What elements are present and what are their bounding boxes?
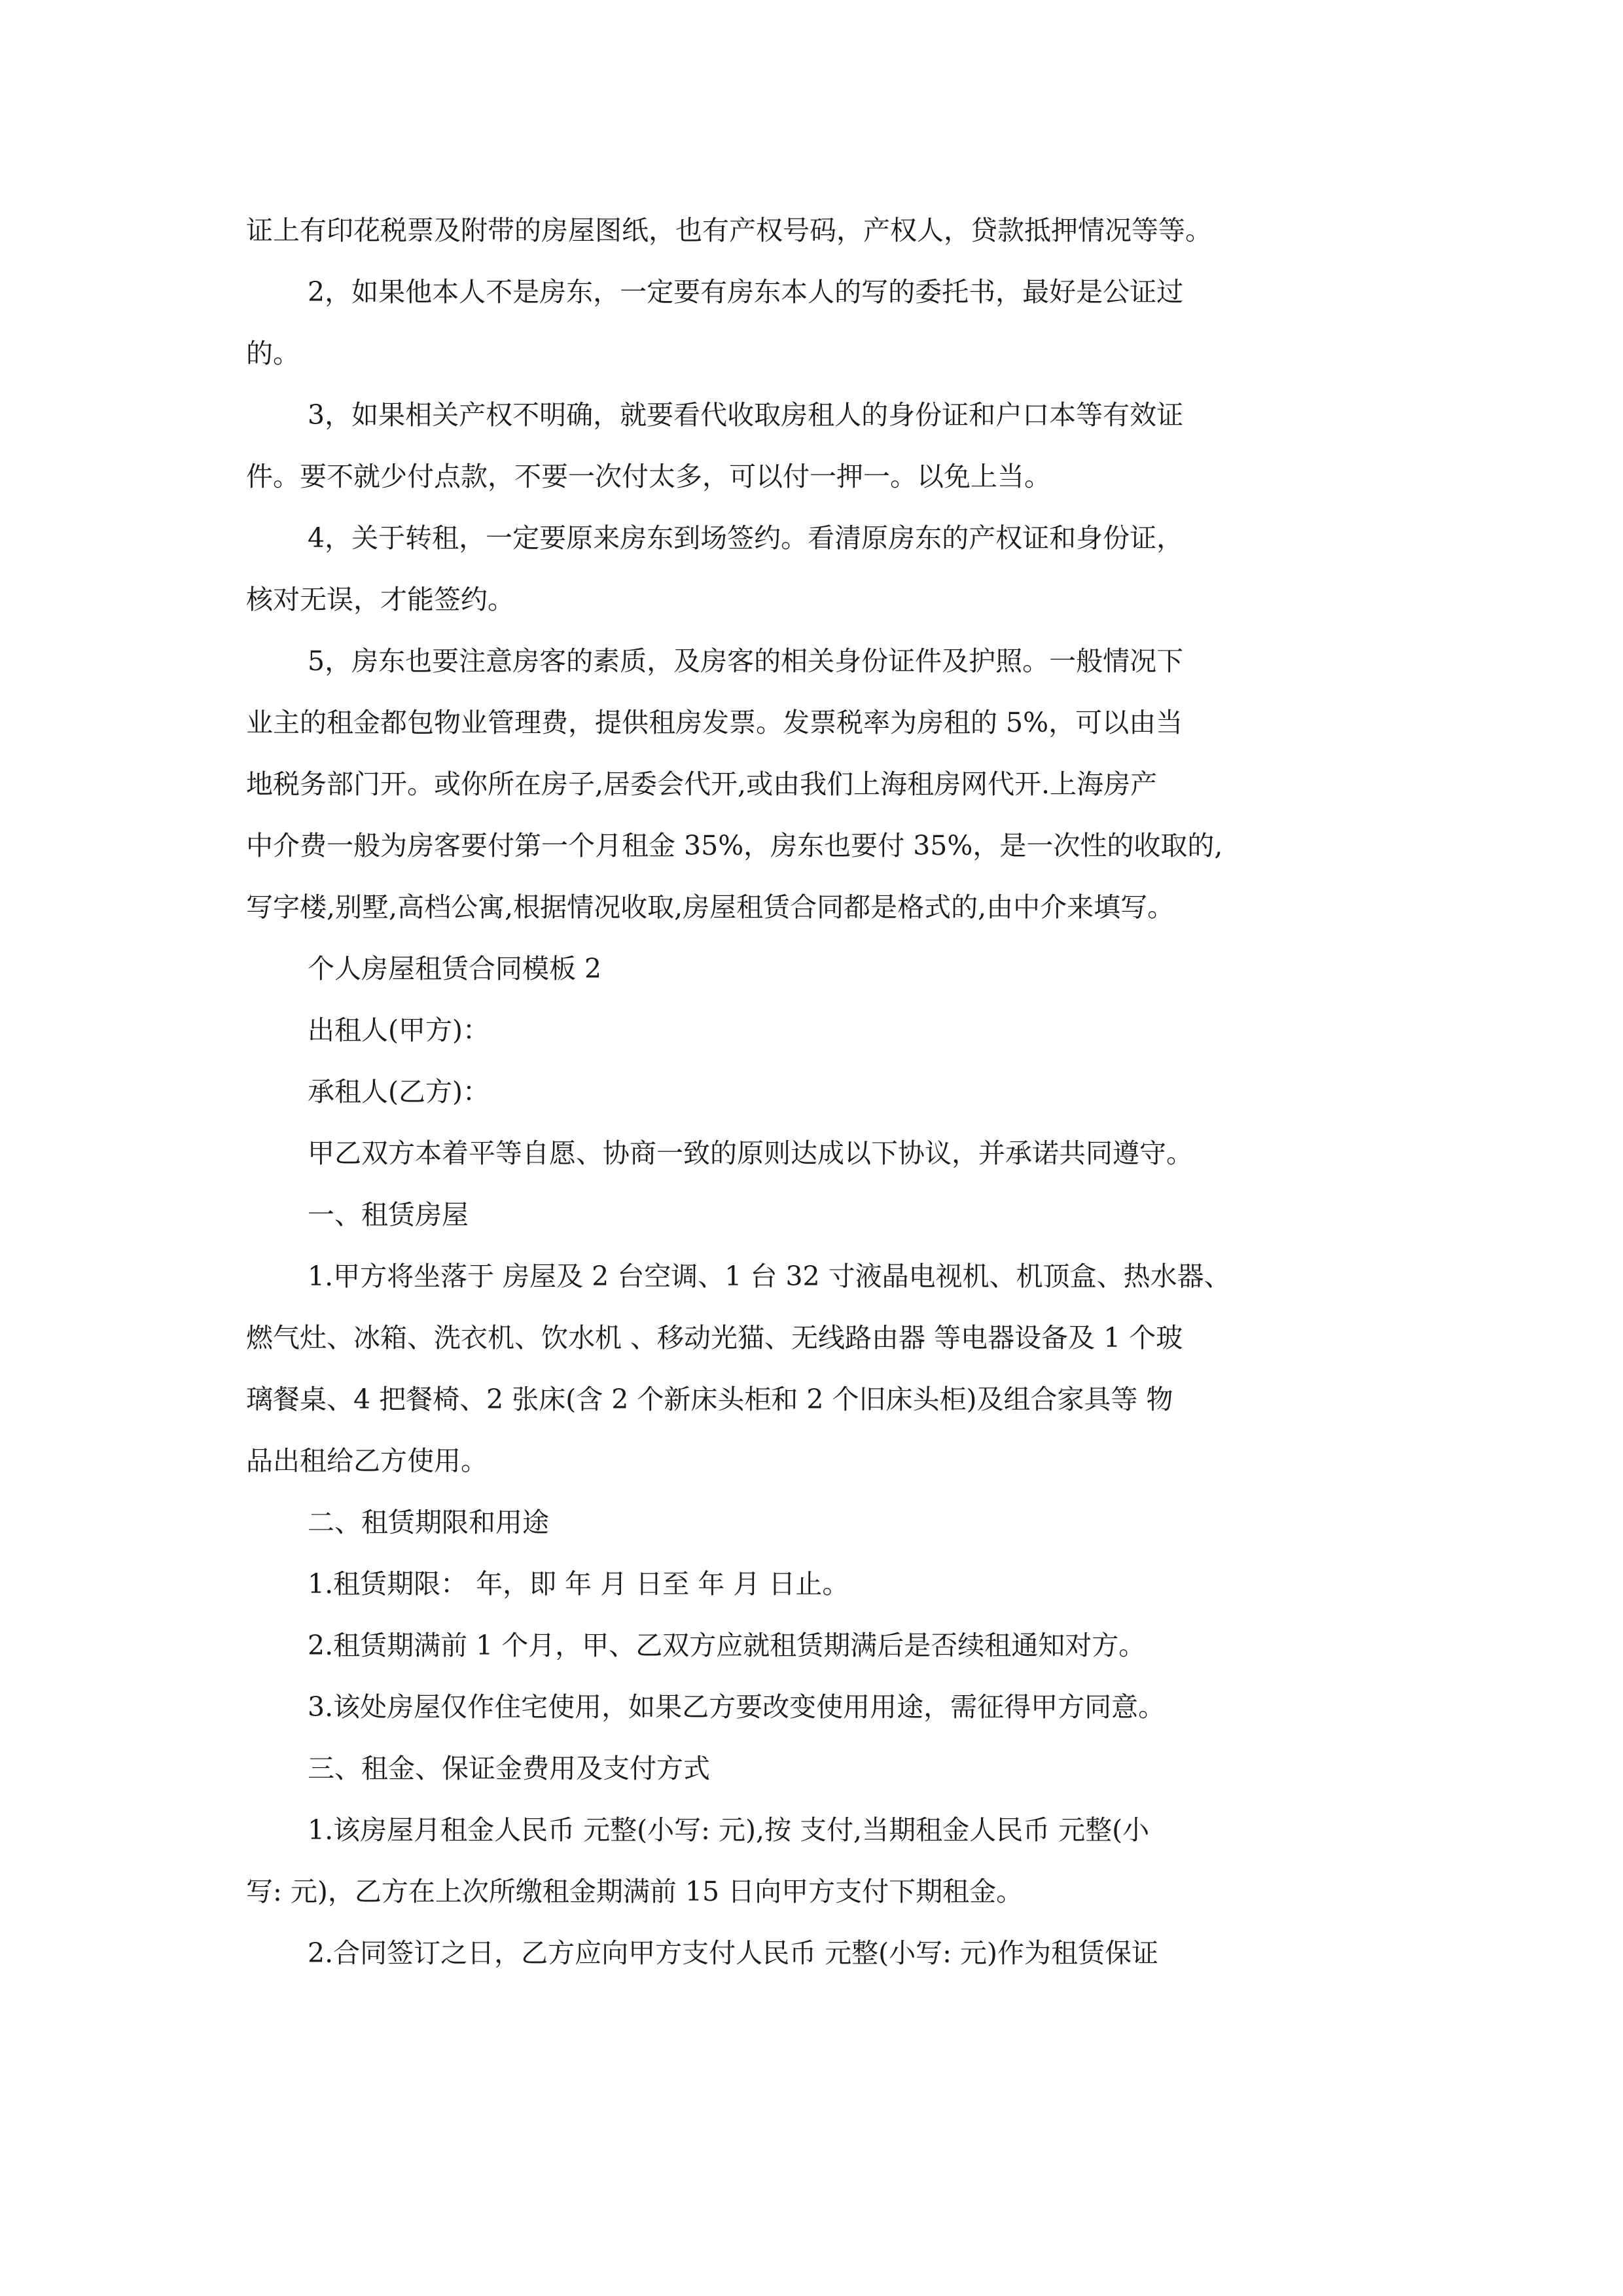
text-line: 1.该房屋月租金人民币 元整(小写: 元),按 支付,当期租金人民币 元整(小 (308, 1814, 1150, 1846)
text-line: 1.租赁期限： 年，即 年 月 日至 年 月 日止。 (308, 1568, 849, 1600)
text-line: 核对无误，才能签约。 (246, 584, 514, 615)
text-line: 2.合同签订之日，乙方应向甲方支付人民币 元整(小写: 元)作为租赁保证 (308, 1937, 1158, 1969)
text-line: 品出租给乙方使用。 (246, 1445, 488, 1477)
text-line: 的。 (246, 338, 300, 369)
text-line: 璃餐桌、4 把餐椅、2 张床(含 2 个新床头柜和 2 个旧床头柜)及组合家具等 物 (246, 1384, 1173, 1415)
text-line: 出租人(甲方)： (308, 1014, 490, 1046)
section-heading: 二、租赁期限和用途 (308, 1507, 549, 1538)
text-line: 燃气灶、冰箱、洗衣机、饮水机 、移动光猫、无线路由器 等电器设备及 1 个玻 (246, 1322, 1183, 1354)
section-title: 个人房屋租赁合同模板 2 (308, 953, 602, 984)
text-line: 2，如果他本人不是房东，一定要有房东本人的写的委托书，最好是公证过 (308, 276, 1184, 308)
text-line: 承租人(乙方)： (308, 1076, 490, 1107)
text-line: 3.该处房屋仅作住宅使用，如果乙方要改变使用用途，需征得甲方同意。 (308, 1691, 1166, 1723)
section-heading: 三、租金、保证金费用及支付方式 (308, 1753, 710, 1784)
text-line: 4，关于转租，一定要原来房东到场签约。看清原房东的产权证和身份证， (308, 522, 1184, 554)
text-line: 3，如果相关产权不明确，就要看代收取房租人的身份证和户口本等有效证 (308, 399, 1184, 431)
text-line: 写: 元)，乙方在上次所缴租金期满前 15 日向甲方支付下期租金。 (246, 1876, 1024, 1907)
text-line: 甲乙双方本着平等自愿、协商一致的原则达成以下协议，并承诺共同遵守。 (308, 1138, 1193, 1169)
text-line: 中介费一般为房客要付第一个月租金 35%，房东也要付 35%，是一次性的收取的, (246, 830, 1223, 861)
text-line: 件。要不就少付点款，不要一次付太多，可以付一押一。以免上当。 (246, 461, 1051, 492)
text-line: 业主的租金都包物业管理费，提供租房发票。发票税率为房租的 5%，可以由当 (246, 707, 1183, 738)
text-line: 1.甲方将坐落于 房屋及 2 台空调、1 台 32 寸液晶电视机、机顶盒、热水器、 (308, 1261, 1231, 1292)
section-heading: 一、租赁房屋 (308, 1199, 469, 1230)
text-line: 证上有印花税票及附带的房屋图纸，也有产权号码，产权人，贷款抵押情况等等。 (246, 215, 1212, 246)
text-line: 2.租赁期满前 1 个月，甲、乙双方应就租赁期满后是否续租通知对方。 (308, 1630, 1146, 1661)
text-line: 5，房东也要注意房客的素质，及房客的相关身份证件及护照。一般情况下 (308, 645, 1184, 677)
text-line: 地税务部门开。或你所在房子,居委会代开,或由我们上海租房网代开.上海房产 (246, 768, 1158, 800)
text-line: 写字楼,别墅,高档公寓,根据情况收取,房屋租赁合同都是格式的,由中介来填写。 (246, 891, 1175, 923)
